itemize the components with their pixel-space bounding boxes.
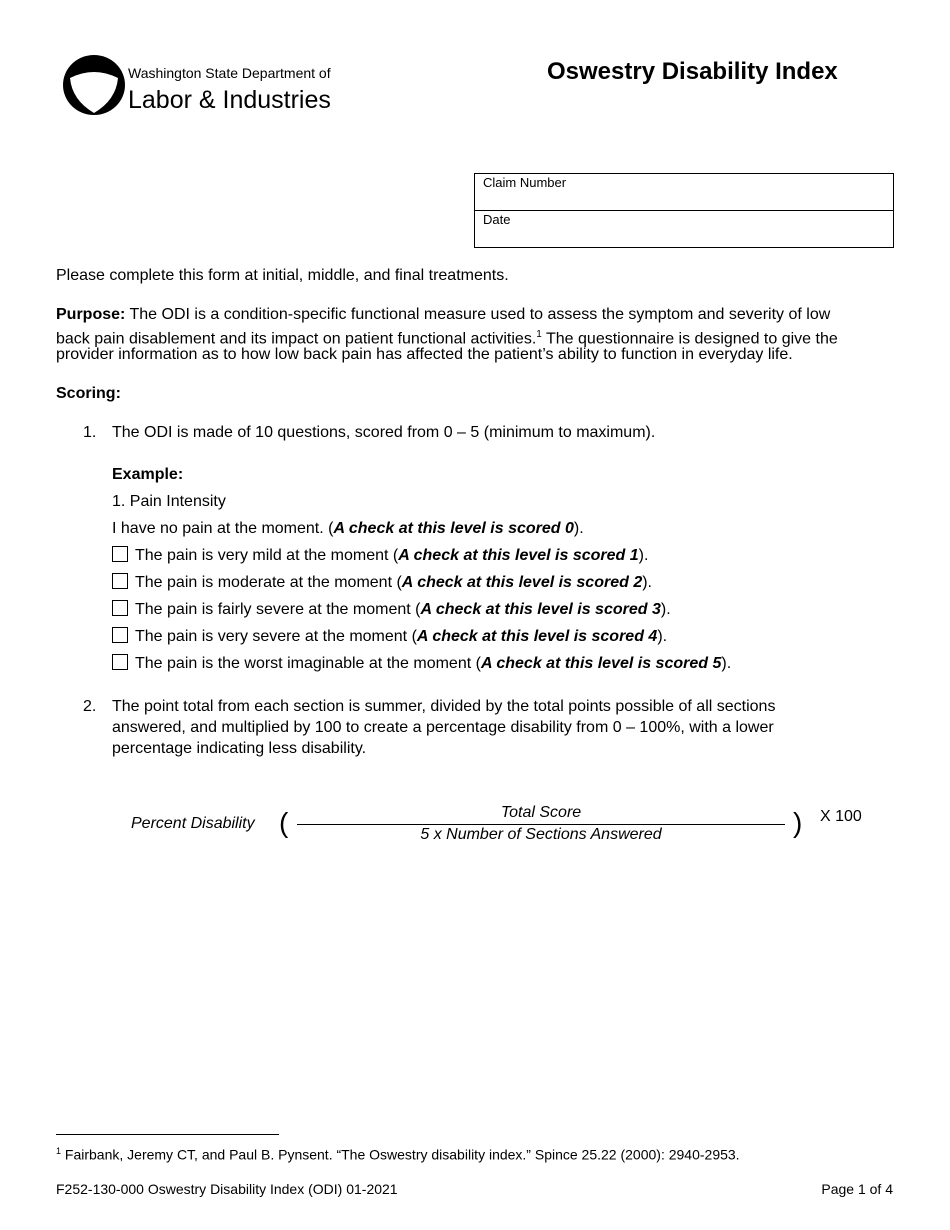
date-label: Date (483, 212, 511, 227)
claim-number-label: Claim Number (483, 175, 567, 190)
option-end: ). (660, 601, 671, 618)
example-option-0 (112, 519, 584, 539)
example-option-4 (112, 627, 667, 647)
example-option-2 (112, 573, 652, 593)
checkbox[interactable] (112, 600, 128, 616)
example-title: 1. Pain Intensity (112, 493, 226, 510)
item2-line1: The point total from each section is summer, divided by the total points possible of all sections (112, 698, 776, 715)
option-score: A check at this level is scored 0 (333, 520, 574, 537)
formula-numerator: Total Score (500, 804, 582, 821)
footnote-ref: 1 (536, 329, 542, 340)
formula-close-paren: ) (793, 807, 803, 838)
footnote-number: 1 (56, 1146, 62, 1156)
option-text: The pain is the worst imaginable at the moment ( (135, 655, 481, 672)
option-text: The pain is fairly severe at the moment ( (135, 601, 421, 618)
purpose-label: Purpose: (56, 306, 126, 323)
purpose-line3: provider information as to how low back pain has affected the patient’s ability to function in everyday life. (56, 346, 793, 363)
option-end: ). (721, 655, 732, 672)
purpose-text: The questionnaire is designed to give the (541, 330, 838, 348)
formula-label: Percent Disability (131, 815, 255, 832)
item2-line2: answered, and multiplied by 100 to create a percentage disability from 0 – 100%, with a lower (112, 719, 774, 736)
item2-line3: percentage indicating less disability. (112, 740, 367, 757)
example-option-3 (112, 600, 671, 620)
footnote-rule (56, 1134, 279, 1135)
org-line1: Washington State Department of (128, 65, 331, 81)
claim-info-box (474, 173, 894, 248)
formula-open-paren: ( (279, 807, 289, 838)
date-field[interactable] (475, 210, 893, 247)
item1-text: The ODI is made of 10 questions, scored from 0 – 5 (minimum to maximum). (112, 424, 656, 441)
footnote-text: Fairbank, Jeremy CT, and Paul B. Pynsent. “The Oswestry disability index.” Spince 25.22 (2000): 2940-2953. (61, 1146, 740, 1163)
option-end: ). (657, 628, 668, 645)
item1-number: 1. (83, 424, 97, 441)
option-end: ). (638, 547, 649, 564)
example-heading: Example: (112, 466, 184, 483)
checkbox[interactable] (112, 546, 128, 562)
option-text: The pain is very severe at the moment ( (135, 628, 417, 645)
option-text: I have no pain at the moment. ( (112, 520, 334, 537)
option-score: A check at this level is scored 2 (401, 574, 643, 591)
checkbox[interactable] (112, 573, 128, 589)
page-title: Oswestry Disability Index (547, 58, 838, 85)
checkbox[interactable] (112, 654, 128, 670)
option-score: A check at this level is scored 4 (416, 628, 658, 645)
item2-number: 2. (83, 698, 97, 715)
option-text: The pain is moderate at the moment ( (135, 574, 402, 591)
option-score: A check at this level is scored 5 (480, 655, 722, 672)
purpose-text: back pain disablement and its impact on patient functional activities. (56, 330, 537, 348)
page-number: Page 1 of 4 (821, 1181, 893, 1197)
purpose-line1 (56, 305, 830, 325)
example-option-1 (112, 546, 648, 566)
checkbox[interactable] (112, 627, 128, 643)
formula-multiplier: X 100 (820, 808, 862, 825)
agency-logo (62, 54, 331, 121)
scoring-heading: Scoring: (56, 385, 121, 402)
option-end: ). (642, 574, 652, 591)
form-id: F252-130-000 Oswestry Disability Index (ODI) 01-2021 (56, 1181, 398, 1197)
claim-number-field[interactable] (475, 174, 893, 210)
org-line2: Labor & Industries (128, 86, 331, 114)
option-end: ). (573, 520, 584, 537)
purpose-text: The ODI is a condition-specific functional measure used to assess the symptom and severity of low (125, 306, 831, 323)
example-option-5 (112, 654, 731, 674)
footnote (56, 1141, 740, 1165)
formula-denominator: 5 x Number of Sections Answered (420, 826, 662, 843)
option-text: The pain is very mild at the moment ( (135, 547, 399, 564)
option-score: A check at this level is scored 3 (420, 601, 661, 618)
logo-mark-icon (62, 54, 126, 116)
option-score: A check at this level is scored 1 (398, 547, 639, 564)
intro-text: Please complete this form at initial, middle, and final treatments. (56, 267, 509, 284)
